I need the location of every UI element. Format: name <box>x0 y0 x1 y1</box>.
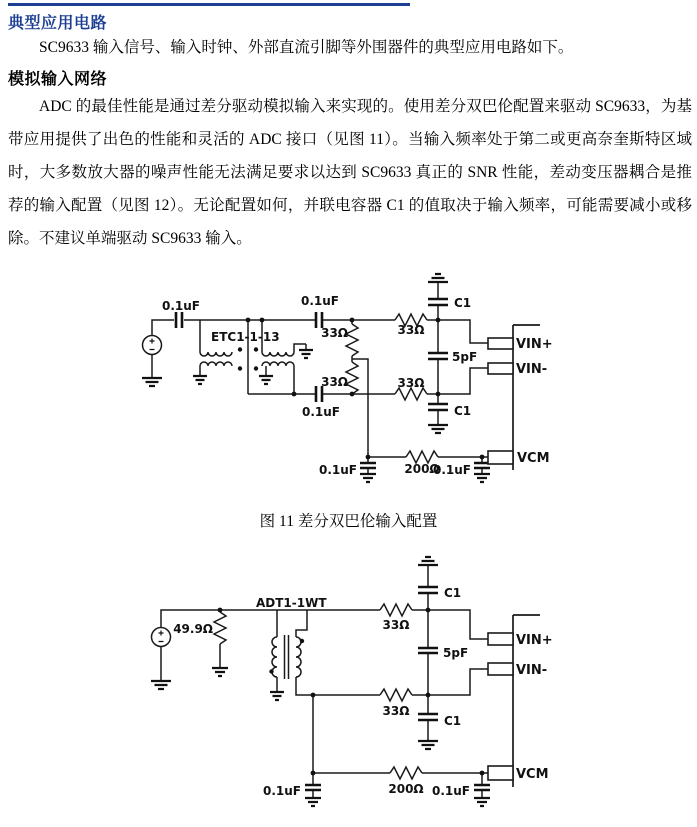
fig11-input-cap-label: 0.1uF <box>162 299 200 313</box>
fig11-diff-cap-label: 5pF <box>452 350 478 364</box>
fig11-wires <box>152 282 488 474</box>
fig11-transformer-label: ETC1-1-13 <box>211 330 280 344</box>
fig12-vcm-r-label: 200Ω <box>388 782 424 796</box>
fig11-top-cap-label: 0.1uF <box>301 294 339 308</box>
fig11-vcm-cap-left-label: 0.1uF <box>319 463 357 477</box>
section-divider-line <box>8 3 410 6</box>
fig12-term-r-label: 49.9Ω <box>173 622 213 636</box>
section-heading-analog-input: 模拟输入网络 <box>8 71 108 88</box>
fig12-vin-minus-label: VIN- <box>516 663 548 678</box>
figure12-schematic <box>0 545 697 827</box>
fig11-series-r-top-label: 33Ω <box>397 323 425 337</box>
fig11-vcm-r-label: 200Ω <box>404 462 440 476</box>
intro-paragraph: SC9633 输入信号、输入时钟、外部直流引脚等外围器件的典型应用电路如下。 <box>39 39 574 56</box>
fig11-c1-bottom-label: C1 <box>454 404 472 418</box>
figure11-schematic <box>0 258 697 508</box>
fig12-diff-cap-label: 5pF <box>443 646 469 660</box>
fig11-ac-source-icon <box>143 336 162 355</box>
fig12-vcm-pin <box>488 766 513 780</box>
fig11-bottom-cap-label: 0.1uF <box>302 405 340 419</box>
fig11-shunt-r-bottom-label: 33Ω <box>321 375 348 389</box>
fig12-vcm-cap-left-label: 0.1uF <box>263 784 301 798</box>
fig11-shunt-r-top-label: 33Ω <box>321 326 348 340</box>
fig11-vin-plus-pin <box>488 338 513 349</box>
section-heading-typical-application: 典型应用电路 <box>8 15 108 32</box>
fig12-vin-plus-label: VIN+ <box>516 633 553 648</box>
fig12-series-r-top-label: 33Ω <box>382 618 410 632</box>
fig12-ground-icons <box>151 557 490 806</box>
fig12-series-r-bottom-label: 33Ω <box>382 704 410 718</box>
fig12-circuit <box>151 557 553 806</box>
fig12-transformer-windings <box>272 635 301 679</box>
fig11-vcm-label: VCM <box>517 451 550 466</box>
fig12-ac-source-icon <box>152 628 171 647</box>
fig12-vin-minus-pin <box>488 663 513 675</box>
fig11-vcm-pin <box>488 451 513 464</box>
figure11-caption: 图 11 差分双巴伦输入配置 <box>259 513 438 530</box>
body-paragraph: ADC 的最佳性能是通过差分驱动模拟输入来实现的。使用差分双巴伦配置来驱动 SC9633，为基带应用提供了出色的性能和灵活的 ADC 接口（见图 11）。当输入频率处于第二或更高奈奎斯特区域时，大多数放大器的噪声性能无法满足要求以达到 SC9633 真正的 SNR 性能，差动变压器耦合是推荐的输入配置（见图 12）。无论配置如何，并联电容器 C1 的值取决于输入频率，可能需要减小或移除。不建议单端驱动 SC9633 输入。 <box>8 98 692 247</box>
fig11-vin-minus-label: VIN- <box>516 362 548 377</box>
fig12-junction-dots <box>218 608 485 776</box>
fig12-vcm-label: VCM <box>516 767 549 782</box>
fig11-vin-plus-label: VIN+ <box>516 337 553 352</box>
fig11-vin-minus-pin <box>488 363 513 374</box>
fig11-c1-top-label: C1 <box>454 296 472 310</box>
fig11-vcm-cap-right-label: 0.1uF <box>433 463 471 477</box>
fig11-transformer-windings <box>200 352 294 366</box>
fig12-c1-bottom-label: C1 <box>444 714 462 728</box>
fig11-series-r-bottom-label: 33Ω <box>397 376 425 390</box>
fig12-vin-plus-pin <box>488 633 513 645</box>
fig12-transformer-label: ADT1-1WT <box>256 596 327 610</box>
fig12-vcm-cap-right-label: 0.1uF <box>432 784 470 798</box>
fig12-c1-top-label: C1 <box>444 586 462 600</box>
fig11-circuit <box>142 274 553 482</box>
